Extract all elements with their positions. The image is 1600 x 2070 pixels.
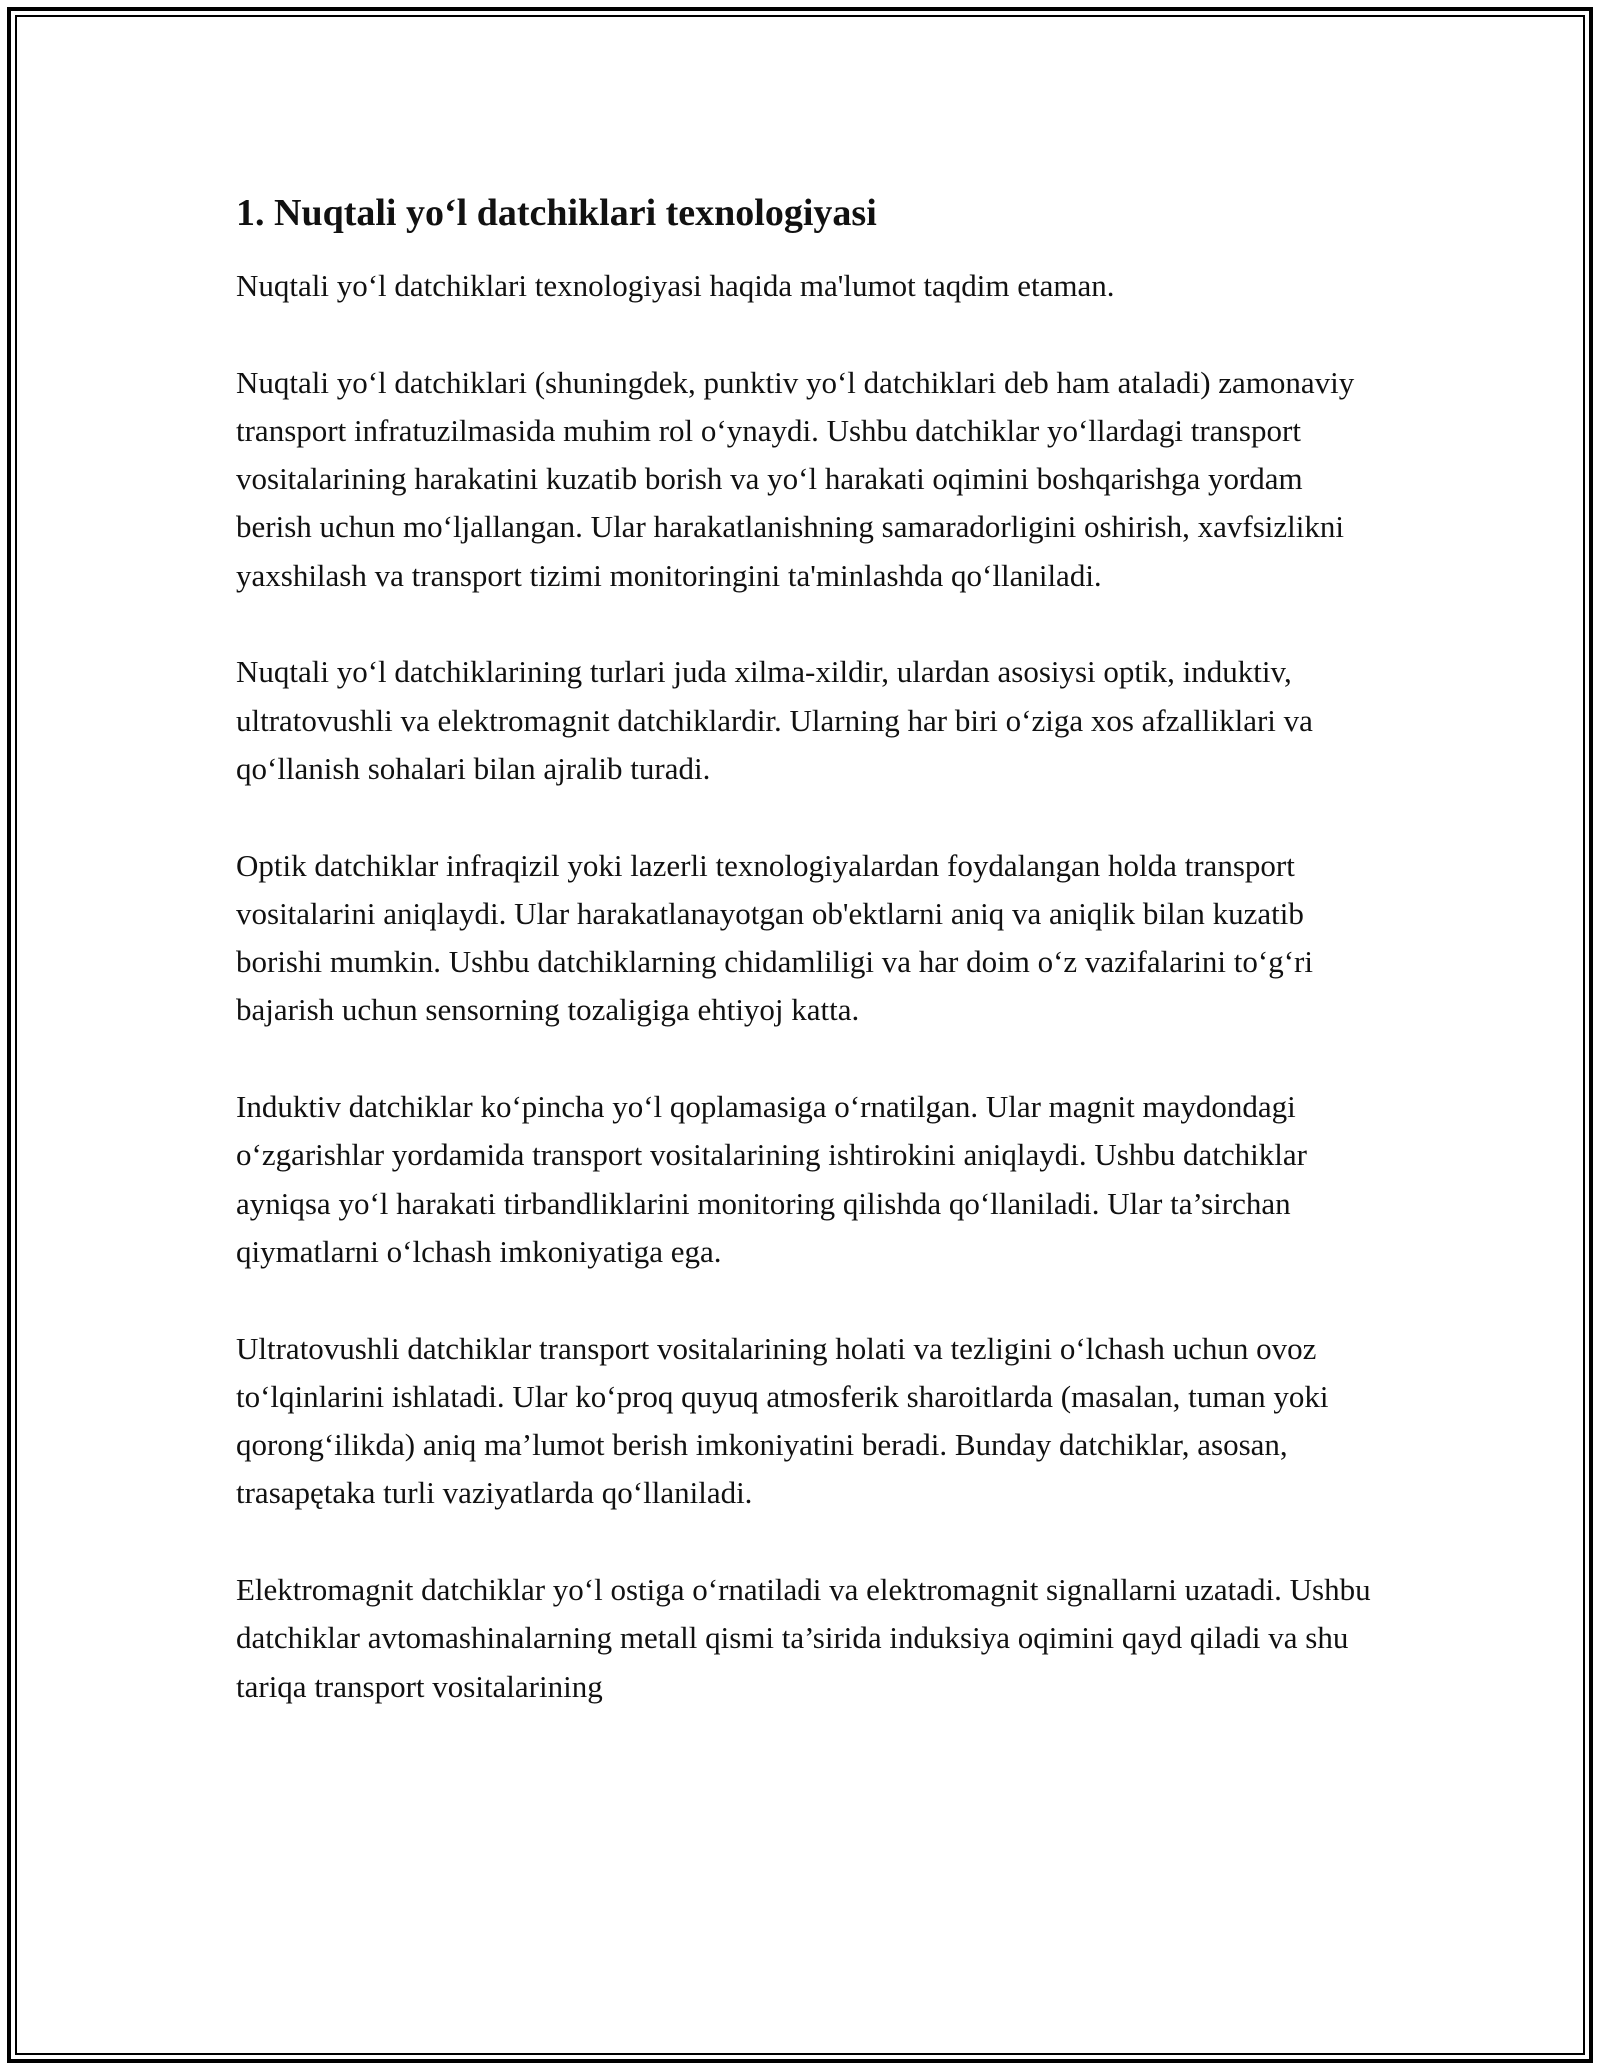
document-body	[236, 186, 1376, 1711]
paragraph-inductive: Induktiv datchiklar ko‘pincha yo‘l qoplamasiga o‘rnatilgan. Ular magnit maydondagi o‘zgarishlar yordamida transport vositalarining ishtirokini aniqlaydi. Ushbu datchiklar ayniqsa yo‘l harakati tirbandliklarini monitoring qilishda qo‘llaniladi. Ular ta’sirchan qiymatlarni o‘lchash imkoniyatiga ega.	[236, 1089, 1307, 1269]
section-title: 1. Nuqtali yo‘l datchiklari texnologiyasi	[236, 192, 877, 234]
paragraph-ultrasonic: Ultratovushli datchiklar transport vositalarining holati va tezligini o‘lchash uchun ovoz to‘lqinlarini ishlatadi. Ular ko‘proq quyuq atmosferik sharoitlarda (masalan, tuman yoki qorong‘ilikda) aniq ma’lumot berish imkoniyatini beradi. Bunday datchiklar, asosan, trasapętaka turli vaziyatlarda qo‘llaniladi.	[236, 1330, 1329, 1511]
paragraph-intro: Nuqtali yo‘l datchiklari texnologiyasi haqida ma'lumot taqdim etaman.	[236, 268, 1115, 303]
paragraph-optical: Optik datchiklar infraqizil yoki lazerli texnologiyalardan foydalangan holda transport vositalarini aniqlaydi. Ular harakatlanayotgan ob'ektlarni aniq va aniqlik bilan kuzatib borishi mumkin. Ushbu datchiklarning chidamliligi va har doim o‘z vazifalarini to‘g‘ri bajarish uchun sensorning tozaligiga ehtiyoj katta.	[236, 847, 1313, 1028]
paragraph-types: Nuqtali yo‘l datchiklarining turlari juda xilma-xildir, ulardan asosiysi optik, induktiv, ultratovushli va elektromagnit datchiklardir. Ularning har biri o‘ziga xos afzalliklari va qo‘llanish sohalari bilan ajralib turadi.	[236, 654, 1313, 786]
paragraph-overview: Nuqtali yo‘l datchiklari (shuningdek, punktiv yo‘l datchiklari deb ham ataladi) zamonaviy transport infratuzilmasida muhim rol o‘ynaydi. Ushbu datchiklar yo‘llardagi transport vositalarining harakatini kuzatib borish va yo‘l harakati oqimini boshqarishga yordam berish uchun mo‘ljallangan. Ular harakatlanishning samaradorligini oshirish, xavfsizlikni yaxshilash va transport tizimi monitoringini ta'minlashda qo‘llaniladi.	[236, 364, 1355, 593]
paragraph-electromagnetic: Elektromagnit datchiklar yo‘l ostiga o‘rnatiladi va elektromagnit signallarni uzatadi. Ushbu datchiklar avtomashinalarning metall qismi ta’sirida induksiya oqimini qayd qiladi va shu tariqa transport vositalarining	[236, 1572, 1371, 1704]
